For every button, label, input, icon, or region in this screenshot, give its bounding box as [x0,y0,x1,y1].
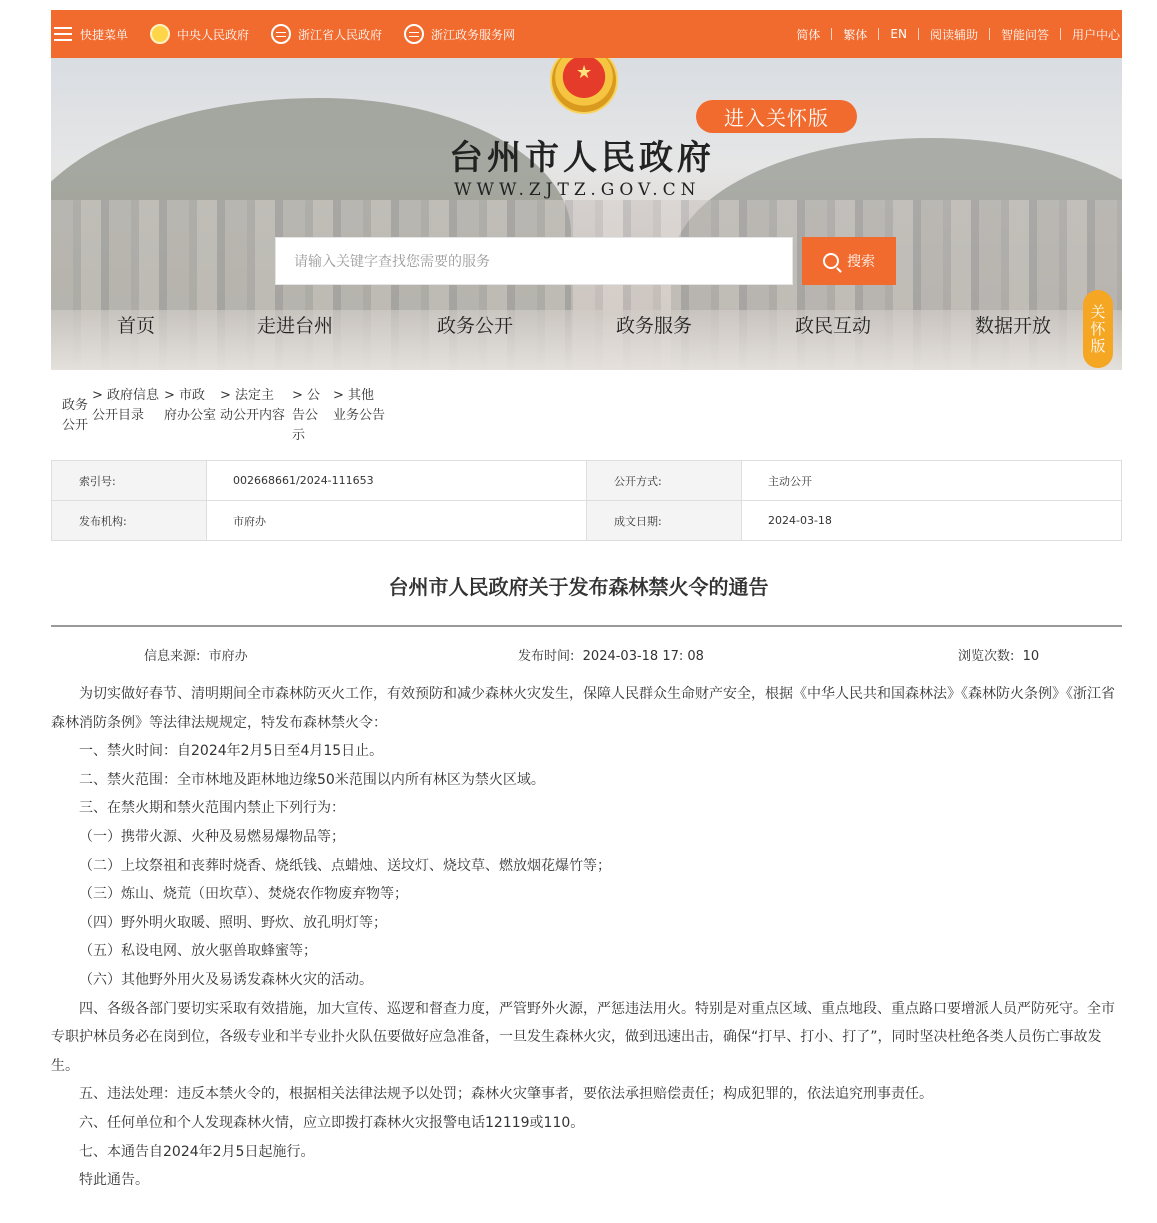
paragraph: （二）上坟祭祖和丧葬时烧香、烧纸钱、点蜡烛、送坟灯、烧坟草、燃放烟花爆竹等； [79,857,611,874]
paragraph: （六）其他野外用火及易诱发森林火灾的活动。 [79,971,373,988]
header-banner [51,58,1122,370]
views-value: 10 [1022,649,1040,664]
globe-icon [404,24,424,44]
article-title: 台州市人民政府关于发布森林禁火令的通告 [388,575,769,599]
breadcrumb-label: 政府信息公开目录 [92,388,160,423]
reading-assist-link[interactable]: 阅读辅助 [929,27,978,42]
paragraph: 三、在禁火期和禁火范围内禁止下列行为： [79,800,345,817]
link-zhejiang-government[interactable] [271,24,382,44]
date-value: 2024-03-18 [742,501,1122,541]
globe-icon [271,24,291,44]
smart-qa-link[interactable]: 智能问答 [1000,27,1049,42]
lang-english-link[interactable]: EN [890,27,907,41]
article-body [51,680,1122,1195]
paragraph: 四、各级各部门要切实采取有效措施，加大宣传、巡逻和督查力度，严管野外火源，严惩违法用火。特别是对重点区域、重点地段、重点路口要增派人员严防死守。全市专职护林员务必在岗到位，各级专业和半专业扑火队伍要做好应急准备，一旦发生森林火灾，做到迅速出击，确保“打早、打小、打了”，同时坚决杜绝各类人员伤亡事故发生。 [51,1000,1115,1074]
breadcrumb-item[interactable]: > 其他业务公告 [333,388,386,423]
table-row [52,461,1122,501]
paragraph: （三）炼山、烧荒（田坎草）、焚烧农作物废弃物等； [79,886,408,903]
source-value: 市府办 [208,649,248,664]
lang-simplified-link[interactable]: 简体 [796,27,821,42]
nav-item-gov-services[interactable]: 政务服务 [616,315,693,337]
paragraph: （四）野外明火取暖、照明、野炊、放孔明灯等； [79,914,387,931]
paragraph: 五、违法处理：违反本禁火令的，根据相关法律法规予以处罚；森林火灾肇事者，要依法承担赔偿责任；构成犯罪的，依法追究刑事责任。 [79,1086,933,1103]
nav-item-open-data[interactable]: 数据开放 [975,315,1052,337]
views-label: 浏览次数: [958,649,1015,664]
link-label: 浙江省人民政府 [298,27,383,42]
nav-item-interaction[interactable]: 政民互动 [795,315,872,337]
org-label: 发布机构: [52,501,207,541]
nav-item-about-taizhou[interactable]: 走进台州 [257,315,334,337]
article-source [144,645,248,664]
paragraph: （一）携带火源、火种及易燃易爆物品等； [79,828,345,845]
search-input[interactable]: 请输入关键字查找您需要的服务 [275,237,793,285]
source-label: 信息来源: [144,649,201,664]
link-label: 中央人民政府 [177,27,250,42]
document-info-table [51,460,1122,541]
national-emblem-logo [550,58,618,114]
breadcrumb-label: 公告公示 [292,388,321,443]
paragraph: 一、禁火时间：自2024年2月5日至4月15日止。 [79,743,384,760]
paragraph: 二、禁火范围：全市林地及距林地边缘50米范围以内所有林区为禁火区域。 [79,771,545,788]
paragraph: 特此通告。 [79,1172,149,1189]
paragraph: 七、本通告自2024年2月5日起施行。 [79,1143,315,1160]
breadcrumb-label: 市政府办公室 [164,388,217,423]
link-central-government[interactable] [150,24,249,44]
breadcrumb-label: 法定主动公开内容 [220,388,286,423]
method-label: 公开方式: [587,461,742,501]
article-publish-time [518,645,704,664]
breadcrumb-item[interactable]: > 公告公示 [292,388,321,443]
nav-item-home[interactable]: 首页 [117,315,156,337]
menu-icon [53,25,73,43]
divider [51,625,1122,627]
national-emblem-icon [150,24,170,44]
method-value: 主动公开 [742,461,1122,501]
table-row [52,501,1122,541]
top-bar-left [51,10,537,58]
nav-item-gov-affairs[interactable]: 政务公开 [437,315,514,337]
user-center-link[interactable]: 用户中心 [1071,27,1120,42]
breadcrumb-item[interactable]: > 政府信息公开目录 [92,388,160,423]
date-label: 成文日期: [587,501,742,541]
care-version-button[interactable]: 进入关怀版 [696,100,857,133]
search-icon [823,253,839,269]
search-button-label: 搜索 [847,254,875,270]
link-zhejiang-service[interactable] [404,24,515,44]
time-value: 2024-03-18 17: 08 [582,649,704,664]
lang-traditional-link[interactable]: 繁体 [843,27,868,42]
site-title: 台州市人民政府 [449,138,715,178]
main-nav [51,311,1081,345]
org-value: 市府办 [207,501,587,541]
search-button[interactable] [802,237,896,285]
paragraph: 为切实做好春节、清明期间全市森林防灭火工作，有效预防和减少森林火灾发生，保障人民群众生命财产安全，根据《中华人民共和国森林法》《森林防火条例》《浙江省森林消防条例》等法律法规规定，特发布森林禁火令： [51,686,1115,731]
top-bar [51,10,1122,58]
time-label: 发布时间: [518,649,575,664]
breadcrumb-label: 其他业务公告 [333,388,386,423]
site-url: WWW.ZJTZ.GOV.CN [454,180,701,200]
index-value: 002668661/2024-111653 [207,461,587,501]
breadcrumb-item[interactable]: 政务公开 [62,398,89,433]
top-bar-right [785,10,1122,58]
care-version-side-button[interactable]: 关怀版 [1083,290,1113,368]
paragraph: 六、任何单位和个人发现森林火情，应立即拨打森林火灾报警电话12119或110。 [79,1114,585,1131]
breadcrumb-item[interactable]: > 市政府办公室 [164,388,217,423]
link-label: 浙江政务服务网 [431,27,516,42]
breadcrumb-item[interactable]: > 法定主动公开内容 [220,388,286,423]
quick-menu-button[interactable] [51,25,128,43]
paragraph: （五）私设电网、放火驱兽取蜂蜜等； [79,943,317,960]
index-label: 索引号: [52,461,207,501]
article-view-count [958,645,1039,664]
quick-menu-label: 快捷菜单 [80,27,129,42]
